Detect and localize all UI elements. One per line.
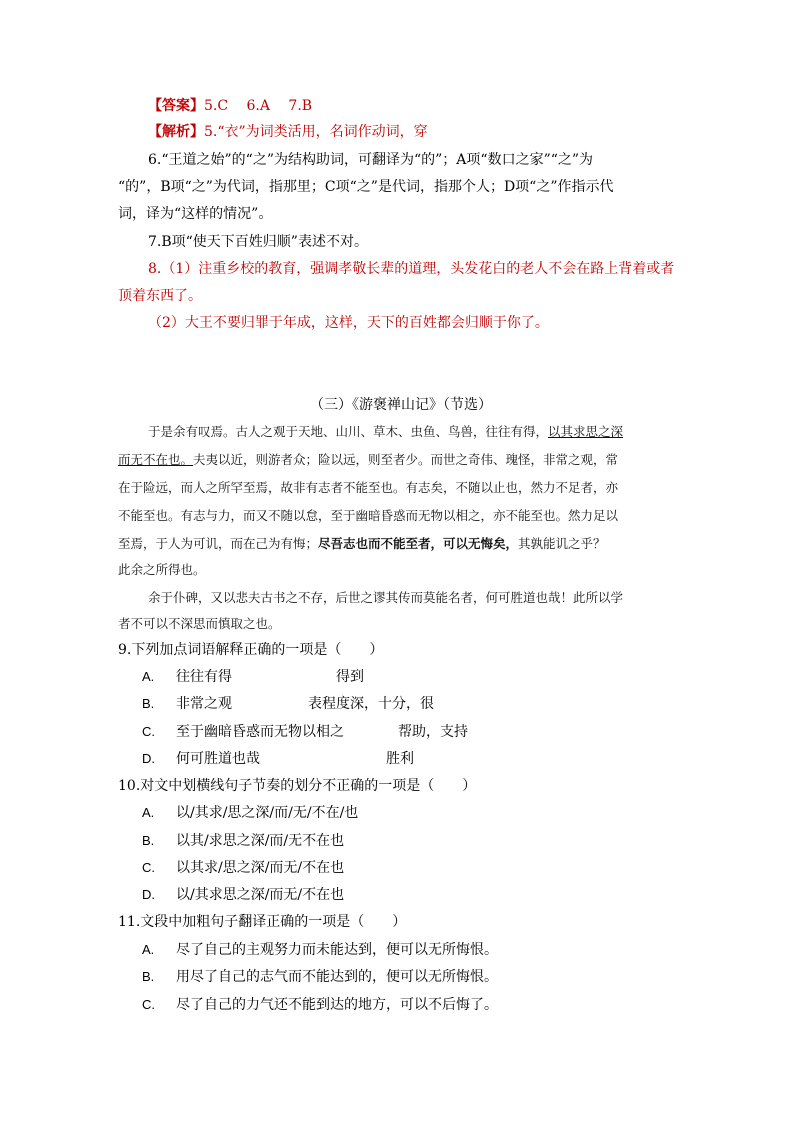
passage-title: （三）《游褒禅山记》（节选） xyxy=(310,397,492,413)
option-letter: D. xyxy=(142,887,155,902)
question-10-stem: 10.对文中划横线句子节奏的划分不正确的一项是（ ） xyxy=(118,778,477,794)
question-11-option-a[interactable] xyxy=(142,940,498,960)
option-text: 至于幽暗昏惑而无物以相之 xyxy=(176,724,344,740)
passage-line: 不能至也。有志与力，而又不随以怠，至于幽暗昏惑而无物以相之，亦不能至也。然力足以 xyxy=(118,508,619,523)
option-meaning: 表程度深，十分，很 xyxy=(308,696,434,712)
option-meaning: 帮助，支持 xyxy=(398,724,468,740)
question-10-option-b[interactable] xyxy=(142,831,344,851)
option-text: 何可胜道也哉 xyxy=(176,751,260,767)
passage-text: 于是余有叹焉。古人之观于天地、山川、草木、虫鱼、鸟兽，往往有得， xyxy=(148,424,549,439)
option-text: 往往有得 xyxy=(176,669,232,685)
question-9-option-b[interactable] xyxy=(142,694,232,714)
option-meaning: 得到 xyxy=(336,669,364,685)
option-text: 用尽了自己的志气而不能达到的，便可以无所悔恨。 xyxy=(176,969,498,985)
question-9-option-c[interactable] xyxy=(142,722,344,742)
answer-values: 5.C 6.A 7.B xyxy=(204,98,313,114)
option-letter: A. xyxy=(142,669,155,684)
option-text: 以/其求/思之深/而/无/不在/也 xyxy=(176,805,359,821)
underlined-sentence: 而无不在也。 xyxy=(118,452,194,467)
question-11-stem: 11.文段中加粗句子翻译正确的一项是（ ） xyxy=(118,914,407,930)
underlined-sentence: 以其求思之深 xyxy=(548,424,624,439)
option-letter: D. xyxy=(142,751,155,766)
bold-sentence: 尽吾志也而不能至者，可以无悔矣， xyxy=(318,536,519,551)
analysis-q5: 5.“衣”为词类活用，名词作动词，穿 xyxy=(204,124,428,140)
passage-text: 其孰能讥之乎？ xyxy=(518,536,606,551)
option-letter: B. xyxy=(142,833,155,848)
analysis-label: 【解析】 xyxy=(148,124,204,140)
analysis-q6-line2: “的”，B项“之”为代词，指那里；C项“之”是代词，指那个人；D项“之”作指示代 xyxy=(118,179,614,195)
passage-text: 至焉，于人为可讥，而在己为有悔； xyxy=(118,536,319,551)
option-letter: C. xyxy=(142,997,155,1012)
question-10-option-d[interactable] xyxy=(142,885,344,905)
analysis-q6-line1: 6.“王道之始”的“之”为结构助词，可翻译为“的”；A项“数口之家”“之”为 xyxy=(148,152,594,168)
option-letter: C. xyxy=(142,860,155,875)
option-text: 以/其求思之深/而无/不在也 xyxy=(176,887,345,903)
question-9-stem: 9.下列加点词语解释正确的一项是（ ） xyxy=(118,642,384,658)
question-11-option-b[interactable] xyxy=(142,967,498,987)
option-text: 尽了自己的主观努力而未能达到，便可以无所悔恨。 xyxy=(176,942,498,958)
passage-line: 余于仆碑，又以悲夫古书之不存，后世之谬其传而莫能名者，何可胜道也哉！此所以学 xyxy=(148,590,624,605)
analysis-q6-line3: 词，译为“这样的情况”。 xyxy=(118,206,273,222)
option-text: 以其/求思之深/而/无不在也 xyxy=(176,833,345,849)
analysis-q7: 7.B项“使天下百姓归顺”表述不对。 xyxy=(148,234,368,250)
question-10-option-a[interactable] xyxy=(142,803,358,823)
option-letter: C. xyxy=(142,724,155,739)
passage-text: 夫夷以近，则游者众；险以远，则至者少。而世之奇伟、瑰怪，非常之观，常 xyxy=(193,452,619,467)
analysis-line xyxy=(148,122,428,142)
passage-line: 在于险远，而人之所罕至焉，故非有志者不能至也。有志矣，不随以止也，然力不足者，亦 xyxy=(118,480,619,495)
passage-line xyxy=(118,534,606,554)
passage-line xyxy=(118,450,618,470)
analysis-q8-line2: 顶着东西了。 xyxy=(118,288,202,304)
option-text: 以其求/思之深/而无/不在也 xyxy=(176,860,345,876)
question-9-option-d[interactable] xyxy=(142,749,260,769)
question-11-option-c[interactable] xyxy=(142,995,498,1015)
answer-label: 【答案】 xyxy=(148,98,204,114)
option-text: 尽了自己的力气还不能到达的地方，可以不后悔了。 xyxy=(176,997,498,1013)
question-9-option-a[interactable] xyxy=(142,667,232,687)
option-letter: B. xyxy=(142,696,155,711)
option-letter: A. xyxy=(142,805,155,820)
question-10-option-c[interactable] xyxy=(142,858,344,878)
option-text: 非常之观 xyxy=(176,696,232,712)
passage-line xyxy=(148,422,623,442)
analysis-q8-line3: （2）大王不要归罪于年成，这样，天下的百姓都会归顺于你了。 xyxy=(148,315,549,331)
option-letter: A. xyxy=(142,942,155,957)
analysis-q8-line1: 8.（1）注重乡校的教育，强调孝敬长辈的道理，头发花白的老人不会在路上背着或者 xyxy=(148,261,675,277)
answer-line xyxy=(148,96,312,116)
option-meaning: 胜利 xyxy=(386,751,414,767)
passage-line: 者不可以不深思而慎取之也。 xyxy=(118,616,281,631)
passage-line: 此余之所得也。 xyxy=(118,562,206,577)
option-letter: B. xyxy=(142,969,155,984)
